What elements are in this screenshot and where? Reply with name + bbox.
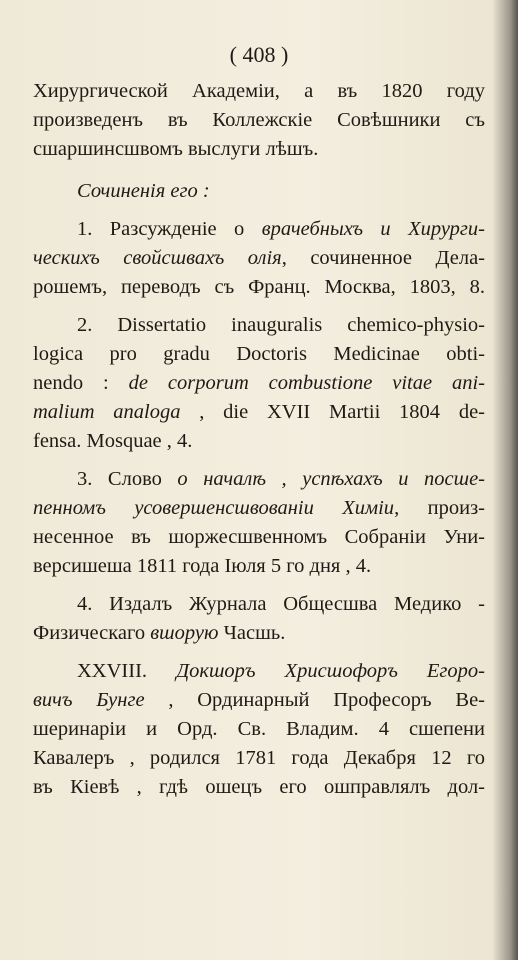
text-span: , произ- bbox=[394, 497, 485, 519]
page-edge-shadow bbox=[492, 0, 518, 960]
text-span: , die XVII Martii 1804 de- bbox=[180, 401, 485, 423]
work-item-3 bbox=[33, 465, 485, 581]
text-span: 1. Разсужденiе о bbox=[77, 218, 262, 240]
text-line: fensa. Mosquae , 4. bbox=[33, 430, 193, 452]
person-name: Докшоръ Хрисшофоръ Егоро- bbox=[176, 660, 485, 682]
text-line: рошемъ, переводъ съ Франц. Москва, 1803, 8. bbox=[33, 276, 485, 298]
text-line bbox=[33, 465, 485, 494]
title-span: врачебныхъ и Хирурги- bbox=[261, 218, 485, 240]
page-number: ( 408 ) bbox=[229, 42, 289, 67]
text-line: произведенъ въ Коллежскiе Совѣшники съ bbox=[33, 109, 485, 131]
text-line: Хирургической Академiи, а въ 1820 году bbox=[33, 80, 485, 102]
text-span: , сочиненное Дела- bbox=[281, 247, 486, 269]
text-line bbox=[33, 398, 485, 427]
text-line: несенное въ шоржесшвенномъ Собранiи Уни- bbox=[33, 526, 485, 548]
text-span: , Ординарный Професоръ Ве- bbox=[144, 689, 486, 711]
text-span: 3. Слово bbox=[77, 468, 178, 490]
text-line: шеринарiи и Орд. Св. Владим. 4 сшепени bbox=[33, 718, 485, 740]
text-line bbox=[33, 619, 485, 648]
title-span: ческихъ свойсшвахъ олiя bbox=[33, 247, 282, 269]
title-span: malium analoga bbox=[33, 401, 181, 423]
title-span: вшорую bbox=[150, 622, 219, 644]
title-span: пенномъ усовершенсшвованiи Химiи bbox=[33, 497, 395, 519]
text-line: въ Кiевѣ , гдѣ ошецъ его ошправлялъ дол- bbox=[33, 776, 485, 798]
title-span: о началѣ , успѣхахъ и посше- bbox=[177, 468, 485, 490]
works-heading: Сочиненiя его : bbox=[77, 180, 210, 202]
text-line bbox=[33, 244, 485, 273]
text-span: nendo : bbox=[33, 372, 129, 394]
text-line: Кавалеръ , родился 1781 года Декабря 12 го bbox=[33, 747, 485, 769]
page-text bbox=[33, 40, 485, 802]
entry-number: XXVIII. bbox=[77, 660, 177, 682]
text-line bbox=[33, 215, 485, 244]
text-line bbox=[33, 657, 485, 686]
text-line: версишеша 1811 года Iюля 5 го дня , 4. bbox=[33, 555, 372, 577]
work-item-4 bbox=[33, 590, 485, 648]
text-line: logica pro gradu Doctoris Medicinae obti- bbox=[33, 343, 485, 365]
person-name: вичъ Бунге bbox=[33, 689, 145, 711]
text-line: 4. Издалъ Журнала Общесшва Медико - bbox=[77, 593, 485, 615]
text-span: Физическаго bbox=[33, 622, 151, 644]
text-line bbox=[33, 369, 485, 398]
text-line bbox=[33, 494, 485, 523]
text-line bbox=[33, 686, 485, 715]
entry-xxviii bbox=[33, 657, 485, 802]
text-span: Часшь. bbox=[218, 622, 286, 644]
intro-paragraph bbox=[33, 77, 485, 164]
title-span: de corporum combustione vitae ani- bbox=[128, 372, 485, 394]
work-item-1 bbox=[33, 215, 485, 302]
work-item-2 bbox=[33, 311, 485, 456]
text-line: 2. Dissertatio inauguralis chemico-physio- bbox=[77, 314, 485, 336]
text-line: сшаршинсшвомъ выслуги лѣшъ. bbox=[33, 138, 319, 160]
